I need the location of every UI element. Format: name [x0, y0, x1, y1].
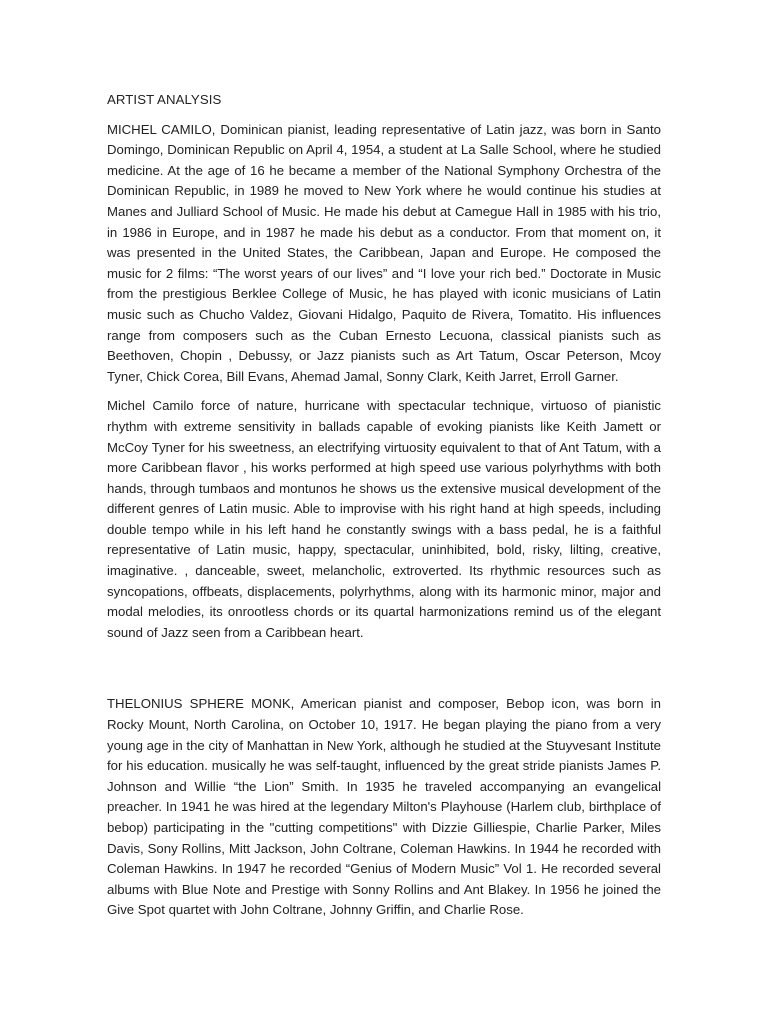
document-body: [107, 90, 661, 930]
document-heading: ARTIST ANALYSIS: [107, 92, 222, 107]
paragraph-michel-camilo-bio: MICHEL CAMILO, Dominican pianist, leading representative of Latin jazz, was born in Santo Domingo, Dominican Republic on April 4, 1954, a student at La Salle School, where he studied medicine. At the age of 16 he became a member of the National Symphony Orchestra of the Dominican Republic, in 1989 he moved to New York where he would continue his studies at Manes and Julliard School of Music. He made his debut at Camegue Hall in 1985 with his trio, in 1986 in Europe, and in 1987 he made his debut as a conductor. From that moment on, it was presented in the United States, the Caribbean, Japan and Europe. He composed the music for 2 films: “The worst years of our lives” and “I love your rich bed.” Doctorate in Music from the prestigious Berklee College of Music, he has played with iconic musicians of Latin music such as Chucho Valdez, Giovani Hidalgo, Paquito de Rivera, Tomatito. His influences range from composers such as the Cuban Ernesto Lecuona, classical pianists such as Beethoven, Chopin , Debussy, or Jazz pianists such as Art Tatum, Oscar Peterson, Mcoy Tyner, Chick Corea, Bill Evans, Ahemad Jamal, Sonny Clark, Keith Jarret, Erroll Garner.: [107, 121, 661, 384]
paragraph-thelonious-monk-bio: THELONIUS SPHERE MONK, American pianist and composer, Bebop icon, was born in Rocky Mount, North Carolina, on October 10, 1917. He began playing the piano from a very young age in the city of Manhattan in New York, although he studied at the Stuyvesant Institute for his education. musically he was self-taught, influenced by the great stride pianists James P. Johnson and Willie “the Lion” Smith. In 1935 he traveled accompanying an evangelical preacher. In 1941 he was hired at the legendary Milton's Playhouse (Harlem club, birthplace of bebop) participating in the "cutting competitions" with Dizzie Gilliespie, Charlie Parker, Miles Davis, Sony Rollins, Mitt Jackson, John Coltrane, Coleman Hawkins. In 1944 he recorded with Coleman Hawkins. In 1947 he recorded “Genius of Modern Music” Vol 1. He recorded several albums with Blue Note and Prestige with Sonny Rollins and Ant Blakey. In 1956 he joined the Give Spot quartet with John Coltrane, Johnny Griffin, and Charlie Rose.: [107, 696, 661, 918]
paragraph-michel-camilo-style: Michel Camilo force of nature, hurricane with spectacular technique, virtuoso of pianistic rhythm with extreme sensitivity in ballads capable of evoking pianists like Keith Jamett or McCoy Tyner for his sweetness, an electrifying virtuosity equivalent to that of Ant Tatum, with a more Caribbean flavor , his works performed at high speed use various polyrhythms with both hands, through tumbaos and montunos he shows us the extensive musical development of the different genres of Latin music. Able to improvise with his right hand at high speeds, including double tempo while in his left hand he constantly swings with a bass pedal, he is a faithful representative of Latin music, happy, spectacular, uninhibited, bold, risky, lilting, creative, imaginative. , danceable, sweet, melancholic, extroverted. Its rhythmic resources such as syncopations, offbeats, displacements, polyrhythms, along with its harmonic minor, major and modal melodies, its onrootless chords or its quartal harmonizations remind us of the elegant sound of Jazz seen from a Caribbean heart.: [107, 398, 661, 640]
section-spacer: [107, 652, 661, 694]
